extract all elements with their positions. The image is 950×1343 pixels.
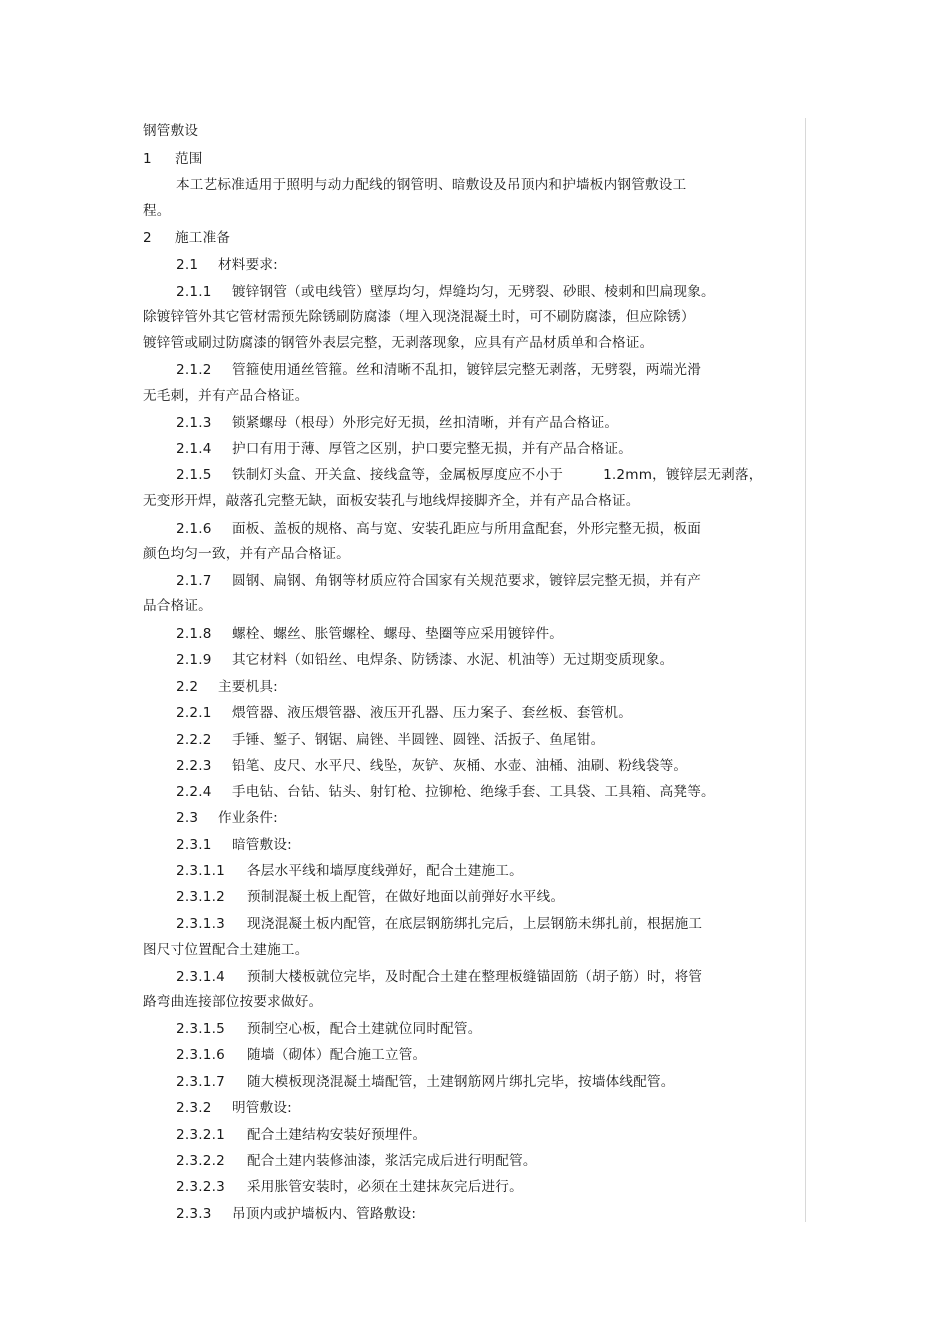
section-2-2-heading: 2.2 主要机具:: [176, 679, 278, 695]
item-2-3-2-1: 2.3.2.1 配合土建结构安装好预埋件。: [176, 1127, 427, 1143]
page-right-rule: [805, 118, 806, 1222]
item-2-3-2-3: 2.3.2.3 采用胀管安装时，必须在土建抹灰完后进行。: [176, 1179, 523, 1195]
item-2-1-2: 2.1.2 管箍使用通丝管箍。丝和清晰不乱扣，镀锌层完整无剥落，无劈裂，两端光滑: [176, 362, 701, 378]
section-2-3-1-heading: 2.3.1 暗管敷设:: [176, 837, 292, 853]
item-2-1-6: 2.1.6 面板、盖板的规格、高与宽、安装孔距应与所用盒配套，外形完整无损，板面: [176, 521, 701, 537]
section-1-heading: 1 范围: [143, 151, 203, 167]
section-1-body-line: 程。: [143, 203, 171, 219]
item-2-3-1-7: 2.3.1.7 随大模板现浇混凝土墙配管，土建钢筋网片绑扎完毕，按墙体线配管。: [176, 1074, 675, 1090]
item-2-3-1-2: 2.3.1.2 预制混凝土板上配管，在做好地面以前弹好水平线。: [176, 889, 565, 905]
item-2-3-1-4-cont: 路弯曲连接部位按要求做好。: [143, 994, 323, 1010]
section-2-1-heading: 2.1 材料要求:: [176, 257, 278, 273]
item-2-1-8: 2.1.8 螺栓、螺丝、胀管螺栓、螺母、垫圈等应采用镀锌件。: [176, 626, 564, 642]
item-2-1-3: 2.1.3 锁紧螺母（根母）外形完好无损，丝扣清晰，并有产品合格证。: [176, 415, 619, 431]
item-2-1-1: 2.1.1 镀锌钢管（或电线管）壁厚均匀，焊缝均匀，无劈裂、砂眼、棱刺和凹扁现象。: [176, 284, 715, 300]
item-2-2-2: 2.2.2 手锤、錾子、钢锯、扁锉、半圆锉、圆锉、活扳子、鱼尾钳。: [176, 732, 605, 748]
item-2-2-3: 2.2.3 铅笔、皮尺、水平尺、线坠，灰铲、灰桶、水壶、油桶、油刷、粉线袋等。: [176, 758, 688, 774]
item-2-3-1-3-cont: 图尺寸位置配合土建施工。: [143, 942, 309, 958]
item-2-1-1-cont: 镀锌管或刷过防腐漆的钢管外表层完整，无剥落现象，应具有产品材质单和合格证。: [143, 335, 654, 351]
item-2-1-2-cont: 无毛刺，并有产品合格证。: [143, 388, 309, 404]
section-2-3-3-heading: 2.3.3 吊顶内或护墙板内、管路敷设:: [176, 1206, 417, 1222]
section-1-body-line: 本工艺标准适用于照明与动力配线的钢管明、暗敷设及吊顶内和护墙板内钢管敷设工: [176, 177, 687, 193]
item-2-3-1-6: 2.3.1.6 随墙（砌体）配合施工立管。: [176, 1047, 427, 1063]
item-2-1-6-cont: 颜色均匀一致，并有产品合格证。: [143, 546, 350, 562]
item-2-1-7-cont: 品合格证。: [143, 598, 212, 614]
item-2-2-4: 2.2.4 手电钻、台钻、钻头、射钉枪、拉铆枪、绝缘手套、工具袋、工具箱、高凳等。: [176, 784, 715, 800]
section-2-heading: 2 施工准备: [143, 230, 231, 246]
item-2-1-5: 2.1.5 铁制灯头盒、开关盒、接线盒等，金属板厚度应不小于 1.2mm，镀锌层无剥落，: [176, 467, 763, 483]
item-2-3-1-3: 2.3.1.3 现浇混凝土板内配管，在底层钢筋绑扎完后，上层钢筋未绑扎前，根据施工: [176, 916, 703, 932]
document-title: 钢管敷设: [143, 123, 199, 139]
item-2-3-2-2: 2.3.2.2 配合土建内装修油漆，浆活完成后进行明配管。: [176, 1153, 537, 1169]
section-2-3-2-heading: 2.3.2 明管敷设:: [176, 1100, 292, 1116]
item-2-1-9: 2.1.9 其它材料（如铅丝、电焊条、防锈漆、水泥、机油等）无过期变质现象。: [176, 652, 674, 668]
item-2-2-1: 2.2.1 煨管器、液压煨管器、液压开孔器、压力案子、套丝板、套管机。: [176, 705, 633, 721]
item-2-1-4: 2.1.4 护口有用于薄、厚管之区别，护口要完整无损，并有产品合格证。: [176, 441, 633, 457]
item-2-1-7: 2.1.7 圆钢、扁钢、角钢等材质应符合国家有关规范要求，镀锌层完整无损，并有产: [176, 573, 701, 589]
item-2-1-5-cont: 无变形开焊，敲落孔完整无缺，面板安装孔与地线焊接脚齐全，并有产品合格证。: [143, 493, 640, 509]
item-2-3-1-5: 2.3.1.5 预制空心板，配合土建就位同时配管。: [176, 1021, 482, 1037]
item-2-1-1-cont: 除镀锌管外其它管材需预先除锈刷防腐漆（埋入现浇混凝土时，可不刷防腐漆，但应除锈）: [143, 309, 695, 325]
item-2-3-1-1: 2.3.1.1 各层水平线和墙厚度线弹好，配合土建施工。: [176, 863, 523, 879]
section-2-3-heading: 2.3 作业条件:: [176, 810, 278, 826]
item-2-3-1-4: 2.3.1.4 预制大楼板就位完毕，及时配合土建在整理板缝锚固筋（胡子筋）时，将管: [176, 969, 703, 985]
